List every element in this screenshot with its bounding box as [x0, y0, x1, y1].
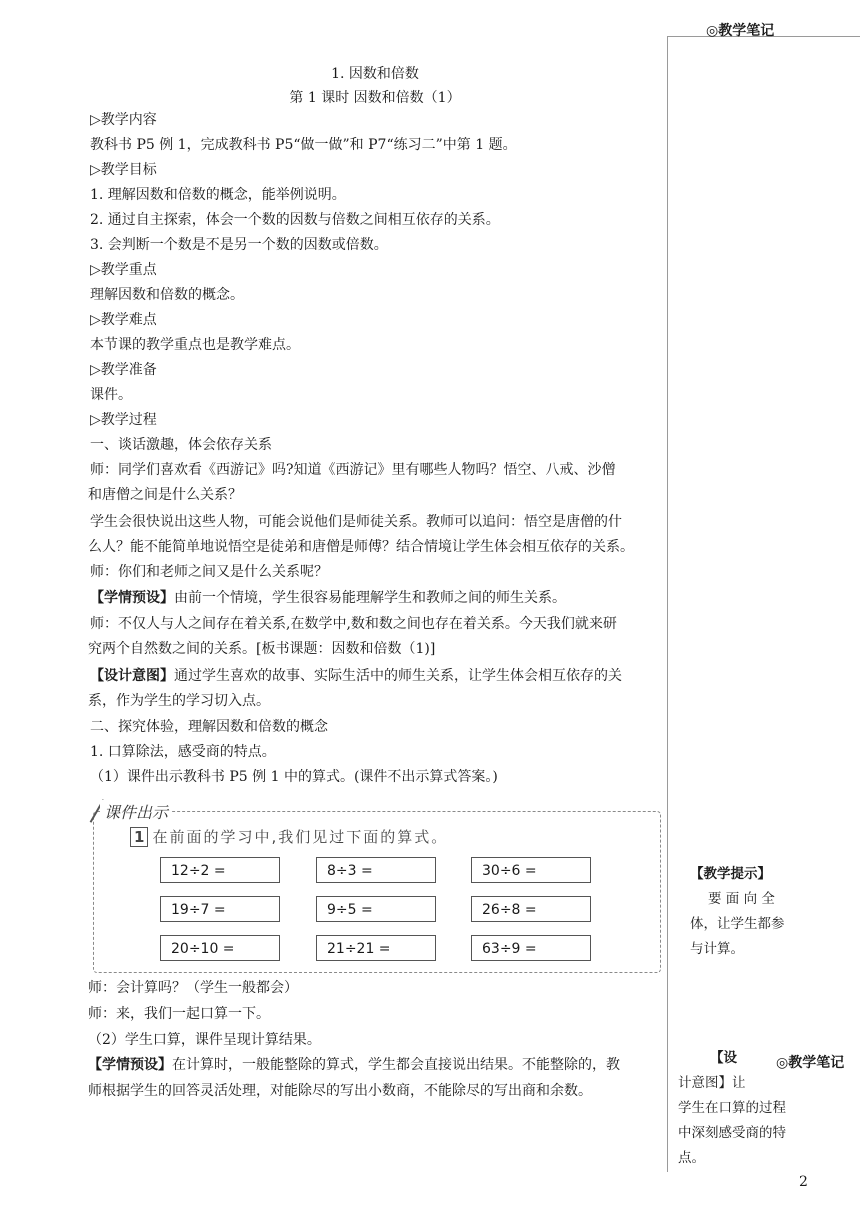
equation-cell: 12÷2 =: [160, 857, 280, 883]
side-design-line: 学生在口算的过程: [678, 1100, 786, 1116]
equation-cell: 30÷6 =: [471, 857, 591, 883]
lesson-subtitle: 第 1 课时 因数和倍数（1）: [289, 90, 461, 106]
difficulty-text: 本节课的教学重点也是教学难点。: [90, 337, 300, 353]
focus-text: 理解因数和倍数的概念。: [90, 287, 244, 303]
courseware-intro: 1 在前面的学习中,我们见过下面的算式。: [130, 826, 448, 847]
process-part-2-heading: 二、探究体验，理解因数和倍数的概念: [90, 719, 328, 735]
side-tip-line: 与计算。: [690, 941, 744, 957]
paragraph-line: 学生会很快说出这些人物，可能会说他们是师徒关系。教师可以追问：悟空是唐僧的什: [90, 514, 622, 530]
label-student-situation: 【学情预设】: [88, 1057, 172, 1073]
side-design-line: 点。: [678, 1150, 705, 1166]
equation-cell: 8÷3 =: [316, 857, 436, 883]
content-text: 教科书 P5 例 1，完成教科书 P5“做一做”和 P7“练习二”中第 1 题。: [90, 137, 517, 153]
paragraph-line: （2）学生口算，课件呈现计算结果。: [88, 1032, 321, 1048]
paragraph-line: 【学情预设】由前一个情境，学生很容易能理解学生和教师之间的师生关系。: [90, 590, 566, 606]
paragraph-line: 师：会计算吗？（学生一般都会）: [88, 980, 298, 996]
side-design-line: 中深刻感受商的特: [678, 1125, 786, 1141]
notes-header: ◎教学笔记: [706, 23, 775, 39]
prep-text: 课件。: [90, 387, 132, 403]
paragraph-line: 【学情预设】在计算时，一般能整除的算式，学生都会直接说出结果。不能整除的，教: [88, 1057, 620, 1073]
paragraph-line: 1. 口算除法，感受商的特点。: [90, 744, 276, 760]
equation-cell: 9÷5 =: [316, 896, 436, 922]
side-design-title: 【设: [710, 1050, 737, 1066]
paragraph-line: 师：不仅人与人之间存在着关系,在数学中,数和数之间也存在着关系。今天我们就来研: [90, 616, 617, 632]
section-heading-content: ▷教学内容: [90, 112, 157, 128]
process-part-1-heading: 一、谈话激趣，体会依存关系: [90, 437, 272, 453]
notes-column-divider: [667, 36, 668, 1172]
paragraph-line: 么人？能不能简单地说悟空是徒弟和唐僧是师傅？结合情境让学生体会相互依存的关系。: [88, 539, 634, 555]
equation-cell: 19÷7 =: [160, 896, 280, 922]
page-number: 2: [799, 1174, 808, 1190]
equation-cell: 63÷9 =: [471, 935, 591, 961]
example-number: 1: [130, 827, 148, 847]
label-design-intent: 【设计意图】: [90, 668, 174, 684]
equation-cell: 21÷21 =: [316, 935, 436, 961]
paragraph-line: 师：来，我们一起口算一下。: [88, 1006, 270, 1022]
section-heading-difficulty: ▷教学难点: [90, 312, 157, 328]
goal-2: 2. 通过自主探索，体会一个数的因数与倍数之间相互依存的关系。: [90, 212, 500, 228]
paragraph-line: 究两个自然数之间的关系。[板书课题：因数和倍数（1)]: [88, 641, 436, 657]
courseware-title: 课件出示: [100, 800, 172, 823]
section-heading-goals: ▷教学目标: [90, 162, 157, 178]
label-student-situation: 【学情预设】: [90, 590, 174, 606]
paragraph-line: 师：同学们喜欢看《西游记》吗?知道《西游记》里有哪些人物吗？悟空、八戒、沙僧: [90, 462, 616, 478]
side-tip-title: 【教学提示】: [690, 866, 771, 882]
paragraph-line: 【设计意图】通过学生喜欢的故事、实际生活中的师生关系，让学生体会相互依存的关: [90, 668, 622, 684]
paragraph-line: 和唐僧之间是什么关系？: [88, 487, 242, 503]
paragraph-line: 师：你们和老师之间又是什么关系呢？: [90, 564, 328, 580]
goal-3: 3. 会判断一个数是不是另一个数的因数或倍数。: [90, 237, 388, 253]
side-tip-line: 要 面 向 全: [708, 891, 775, 907]
lesson-title: 1. 因数和倍数: [331, 66, 419, 82]
section-heading-process: ▷教学过程: [90, 412, 157, 428]
paragraph-line: 师根据学生的回答灵活处理，对能除尽的写出小数商，不能除尽的写出商和余数。: [88, 1083, 592, 1099]
section-heading-prep: ▷教学准备: [90, 362, 157, 378]
side-tip-line: 体，让学生都参: [690, 916, 785, 932]
section-heading-focus: ▷教学重点: [90, 262, 157, 278]
paragraph-line: 系，作为学生的学习切入点。: [88, 693, 270, 709]
paragraph-line: （1）课件出示教科书 P5 例 1 中的算式。(课件不出示算式答案。): [90, 769, 498, 785]
notes-header-secondary: ◎教学笔记: [776, 1055, 845, 1071]
side-design-line: 计意图】让: [678, 1075, 746, 1091]
goal-1: 1. 理解因数和倍数的概念，能举例说明。: [90, 187, 346, 203]
equation-cell: 20÷10 =: [160, 935, 280, 961]
equation-cell: 26÷8 =: [471, 896, 591, 922]
